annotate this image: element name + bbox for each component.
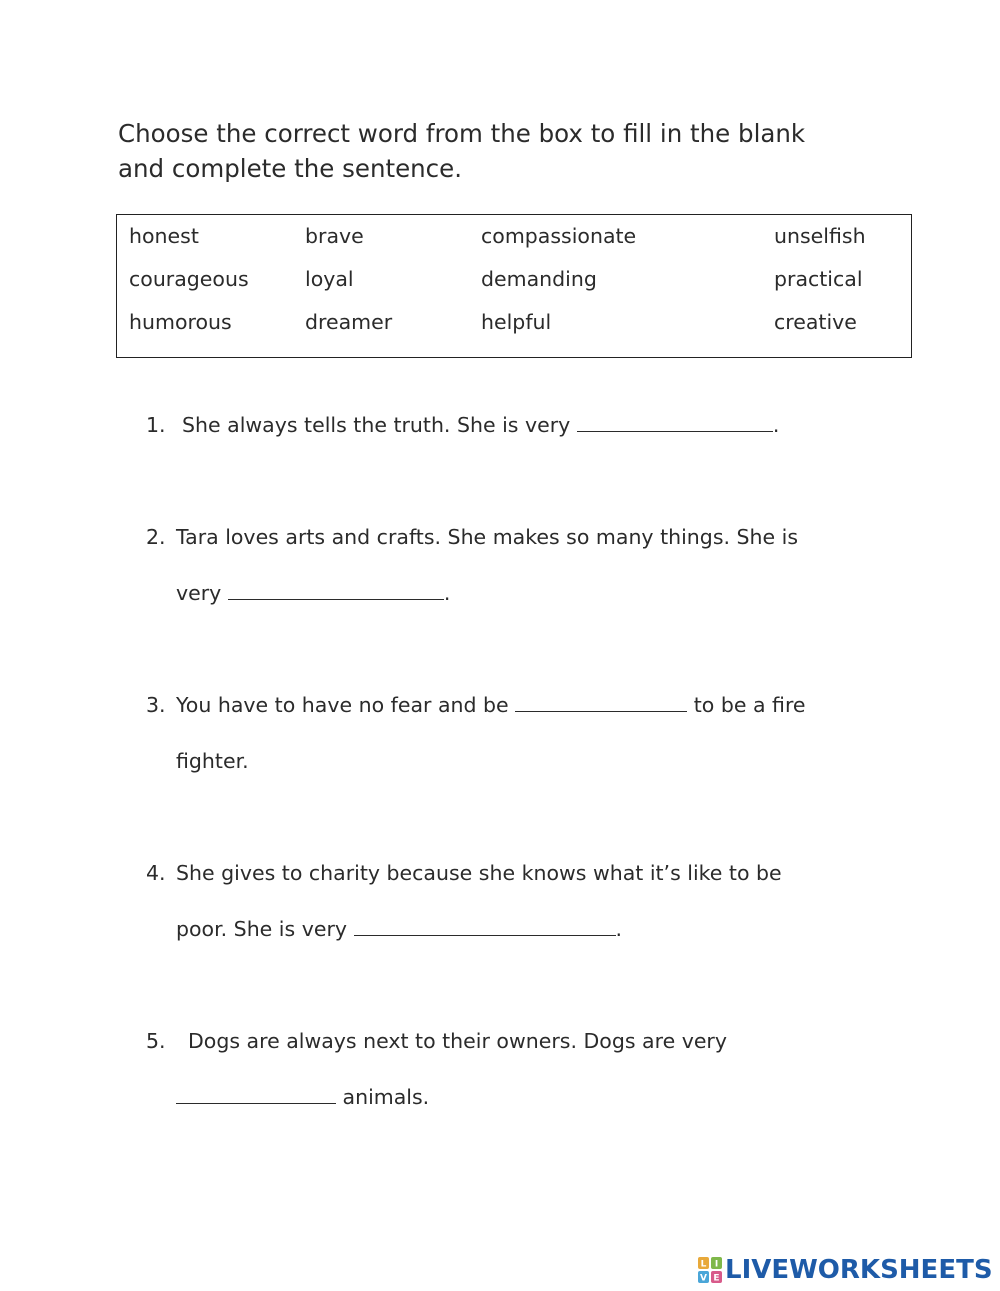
word-creative: creative: [774, 310, 857, 334]
question-line: [176, 580, 450, 606]
word-helpful: helpful: [481, 310, 552, 334]
logo-mark-letter: E: [713, 1273, 720, 1283]
answer-blank[interactable]: [176, 1084, 336, 1104]
question-text: very: [176, 581, 228, 605]
logo-mark-letter: L: [700, 1259, 707, 1270]
question-line: Dogs are always next to their owners. Dogs are very: [188, 1029, 727, 1053]
word-dreamer: dreamer: [305, 310, 393, 334]
instructions-line-2: and complete the sentence.: [118, 154, 463, 183]
logo-mark-letter: V: [700, 1273, 707, 1283]
word-demanding: demanding: [481, 267, 597, 291]
question-text: .: [615, 917, 623, 941]
logo-mark-letter: I: [714, 1259, 719, 1270]
question-line: [182, 412, 779, 438]
liveworksheets-logo-text: LIVEWORKSHEETS: [725, 1255, 993, 1285]
question-line: fighter.: [176, 749, 249, 773]
word-courageous: courageous: [129, 267, 249, 291]
question-number: 5.: [146, 1029, 166, 1053]
question-line: She gives to charity because she knows what it’s like to be: [176, 861, 782, 885]
answer-blank[interactable]: [577, 412, 773, 432]
question-text: poor. She is very: [176, 917, 354, 941]
question-number: 4.: [146, 861, 166, 885]
question-number: 2.: [146, 525, 166, 549]
question-text: to be a fire: [687, 693, 806, 717]
question-text: You have to have no fear and be: [176, 693, 516, 717]
liveworksheets-logo-icon: [698, 1257, 722, 1283]
word-unselfish: unselfish: [774, 224, 866, 248]
answer-blank[interactable]: [354, 916, 616, 936]
instructions: [118, 116, 878, 186]
word-compassionate: compassionate: [481, 224, 637, 248]
word-humorous: humorous: [129, 310, 232, 334]
question-number: 3.: [146, 693, 166, 717]
instructions-line-1: Choose the correct word from the box to fill in the blank: [118, 119, 806, 148]
answer-blank[interactable]: [515, 692, 687, 712]
question-text: She always tells the truth. She is very: [182, 413, 577, 437]
question-number: 1.: [146, 413, 166, 437]
question-line: Tara loves arts and crafts. She makes so many things. She is: [176, 525, 799, 549]
word-loyal: loyal: [305, 267, 354, 291]
question-text: .: [772, 413, 780, 437]
question-line: [176, 692, 806, 718]
word-practical: practical: [774, 267, 863, 291]
question-line: [176, 916, 622, 942]
answer-blank[interactable]: [228, 580, 444, 600]
question-text: .: [443, 581, 451, 605]
liveworksheets-logo: [698, 1253, 993, 1287]
word-bank-box: [116, 214, 912, 358]
question-text: animals.: [336, 1085, 430, 1109]
word-brave: brave: [305, 224, 364, 248]
question-line: [176, 1084, 429, 1110]
word-honest: honest: [129, 224, 199, 248]
